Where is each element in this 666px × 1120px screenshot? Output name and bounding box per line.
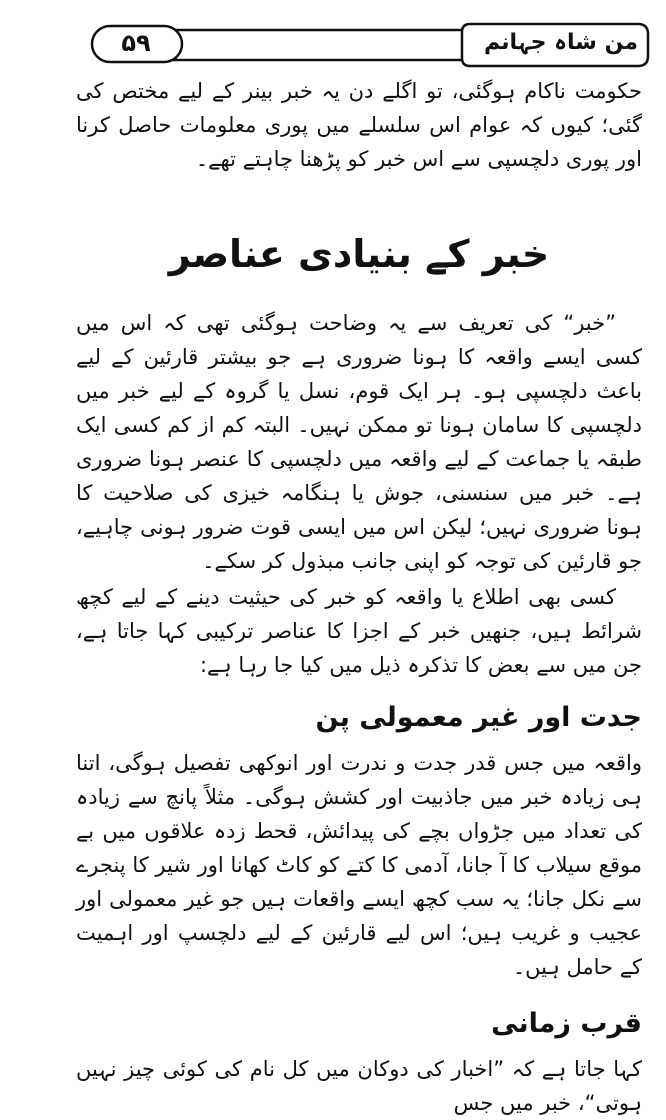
paragraph: کسی بھی اطلاع یا واقعہ کو خبر کی حیثیت دینے کے لیے کچھ شرائط ہیں، جنھیں خبر کے اجزا کا عناصر ترکیبی کہا جاتا ہے، جن میں سے بعض کا تذکرہ ذیل میں کیا جا رہا ہے: [76,585,642,677]
page-number: ۵۹ [121,29,151,57]
running-title: من شاہ جہانم [483,30,638,55]
subsection-heading: جدت اور غیر معمولی پن [315,702,642,733]
page-body [76,74,642,1120]
section-heading: خبر کے بنیادی عناصر [168,232,550,276]
paragraph: حکومت ناکام ہوگئی، تو اگلے دن یہ خبر بینر کے لیے مختص کی گئی؛ کیوں کہ عوام اس سلسلے میں پوری معلومات حاصل کرنا اور پوری دلچسپی سے اس خبر کو پڑھنا چاہتے تھے۔ [76,79,642,171]
paragraph: کہا جاتا ہے کہ ”اخبار کی دوکان میں کل نام کی کوئی چیز نہیں ہوتی“، خبر میں جس [76,1057,642,1115]
paragraph: ”خبر“ کی تعریف سے یہ وضاحت ہوگئی تھی کہ اس میں کسی ایسے واقعہ کا ہونا ضروری ہے جو بیشتر قارئین کے لیے باعث دلچسپی ہو۔ ہر ایک قوم، نسل یا گروہ کے لیے خبر میں دلچسپی کا سامان ہونا تو ممکن نہیں۔ البتہ کم از کم کسی ایک طبقہ یا جماعت کے لیے واقعہ میں دلچسپی کا عنصر ہونا ضروری ہے۔ خبر میں سنسنی، جوش یا ہنگامہ خیزی کی صلاحیت کا ہونا ضروری نہیں؛ لیکن اس میں ایسی قوت ضرور ہونی چاہیے، جو قارئین کی توجہ کو اپنی جانب مبذول کر سکے۔ [76,311,642,573]
page-header [70,22,650,68]
paragraph: واقعہ میں جس قدر جدت و ندرت اور انوکھی تفصیل ہوگی، اتنا ہی زیادہ خبر میں جاذبیت اور کشش ہوگی۔ مثلاً پانچ سے زیادہ کی تعداد میں جڑواں بچے کی پیدائش، قحط زدہ علاقوں میں بے موقع سیلاب کا آ جانا، آدمی کا کتے کو کاٹ کھانا اور شیر کا پنجرے سے نکل جانا؛ یہ سب کچھ ایسے واقعات ہیں جو غیر معمولی اور عجیب و غریب ہیں؛ اس لیے قارئین کے لیے دلچسپ اور اہمیت کے حامل ہیں۔ [76,751,642,979]
subsection-heading: قرب زمانی [491,1008,642,1039]
